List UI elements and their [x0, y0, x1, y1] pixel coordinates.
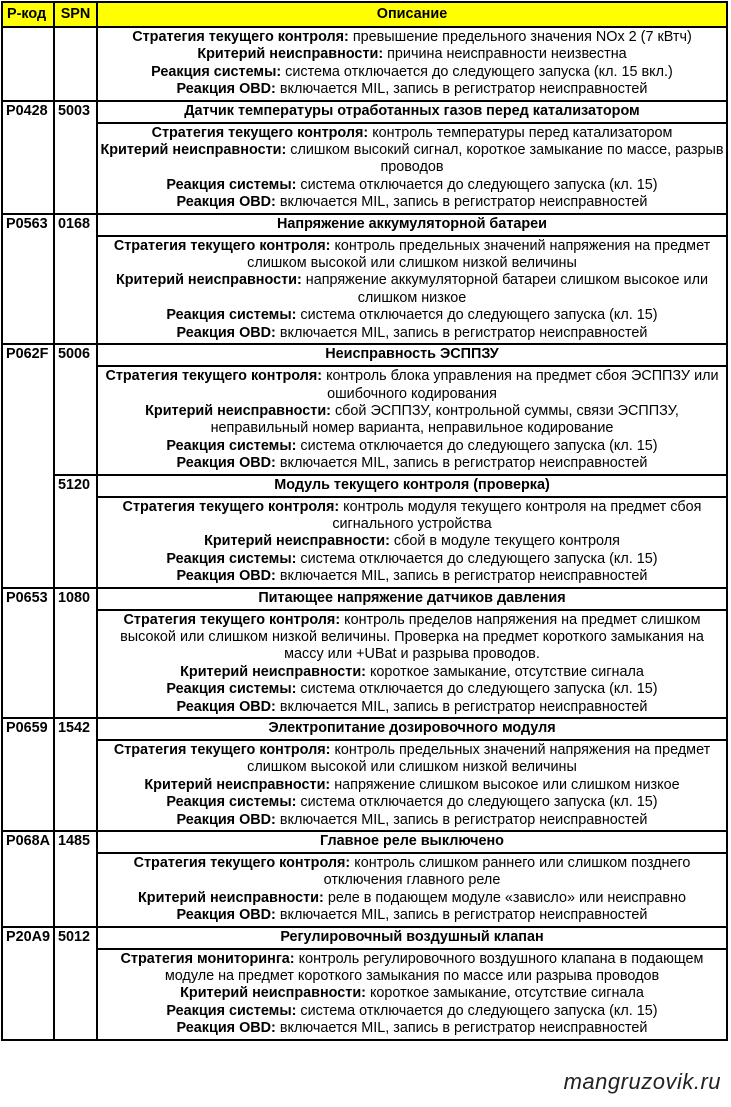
desc-value-obd: включается MIL, запись в регистратор неисправностей [279, 455, 648, 472]
desc-line-criterion [99, 142, 725, 177]
desc-label-obd: Реакция OBD: [176, 568, 276, 585]
desc-line-strategy [99, 125, 725, 142]
desc-label-strategy: Стратегия текущего контроля: [123, 611, 341, 628]
table-row [2, 366, 727, 474]
desc-value-reaction: система отключается до следующего запуска (кл. 15) [300, 307, 658, 324]
desc-line-strategy [99, 499, 725, 534]
desc-line-strategy [99, 742, 725, 777]
fault-code-table [1, 1, 728, 1041]
table-row [2, 853, 727, 927]
description-cell [97, 949, 727, 1040]
desc-label-criterion: Критерий неисправности: [197, 46, 384, 63]
desc-line-strategy_mon [99, 951, 725, 986]
desc-value-reaction: система отключается до следующего запуска (кл. 15) [300, 550, 658, 567]
desc-value-strategy_mon: контроль регулировочного воздушного клапана в подающем модуле на предмет короткого замыкания по массе или разрыва проводов [164, 950, 704, 985]
desc-label-reaction: Реакция системы: [151, 63, 282, 80]
desc-value-criterion: короткое замыкание, отсутствие сигнала [369, 663, 644, 680]
section-title: Датчик температуры отработанных газов перед катализатором [97, 101, 727, 123]
table-row [2, 588, 727, 610]
desc-label-reaction: Реакция системы: [166, 307, 297, 324]
description-cell [97, 27, 727, 101]
desc-line-strategy [99, 612, 725, 664]
desc-line-obd [99, 455, 725, 472]
p-code-cell [2, 27, 54, 101]
desc-label-strategy: Стратегия текущего контроля: [122, 498, 340, 515]
desc-line-reaction [99, 64, 725, 81]
desc-label-criterion: Критерий неисправности: [115, 272, 302, 289]
desc-label-criterion: Критерий неисправности: [138, 889, 324, 906]
desc-value-obd: включается MIL, запись в регистратор неисправностей [279, 698, 648, 715]
desc-label-reaction: Реакция системы: [166, 1002, 297, 1019]
desc-value-reaction: система отключается до следующего запуска (кл. 15) [300, 176, 658, 193]
desc-line-obd [99, 907, 725, 924]
description-cell [97, 610, 727, 718]
desc-value-strategy: контроль предельных значений напряжения на предмет слишком высокой или слишком низкой величины [247, 237, 711, 272]
desc-label-reaction: Реакция системы: [166, 681, 297, 698]
desc-line-strategy [99, 855, 725, 890]
description-cell [97, 853, 727, 927]
desc-value-criterion: слишком высокий сигнал, короткое замыкание по массе, разрыв проводов [290, 142, 724, 176]
p-code-cell: P20A9 [2, 927, 54, 1040]
desc-label-criterion: Критерий неисправности: [145, 402, 331, 419]
table-row [2, 927, 727, 949]
description-cell [97, 497, 727, 588]
desc-line-criterion [99, 985, 725, 1002]
desc-line-criterion [99, 46, 725, 63]
desc-value-reaction: система отключается до следующего запуска (кл. 15 вкл.) [285, 63, 673, 80]
table-row [2, 497, 727, 588]
table-row [2, 831, 727, 853]
desc-label-strategy: Стратегия текущего контроля: [105, 368, 323, 385]
desc-label-obd: Реакция OBD: [176, 811, 276, 828]
desc-value-criterion: причина неисправности неизвестна [387, 46, 627, 63]
spn-cell: 5012 [54, 927, 97, 1040]
desc-label-reaction: Реакция системы: [166, 550, 297, 567]
desc-line-obd [99, 194, 725, 211]
desc-value-strategy: контроль слишком раннего или слишком позднего отключения главного реле [323, 855, 691, 889]
desc-value-strategy: контроль блока управления на предмет сбоя ЭСППЗУ или ошибочного кодирования [326, 368, 719, 402]
table-row [2, 475, 727, 497]
desc-line-obd [99, 699, 725, 716]
desc-value-strategy: превышение предельного значения NOx 2 (7 кВтч) [352, 29, 692, 45]
table-row [2, 27, 727, 101]
desc-value-reaction: система отключается до следующего запуска (кл. 15) [300, 681, 658, 698]
desc-line-reaction [99, 438, 725, 455]
desc-value-criterion: реле в подающем модуле «зависло» или неисправно [327, 889, 686, 906]
table-row [2, 949, 727, 1040]
desc-label-reaction: Реакция системы: [166, 794, 297, 811]
spn-cell: 0168 [54, 214, 97, 344]
section-title: Питающее напряжение датчиков давления [97, 588, 727, 610]
header-spn: SPN [54, 2, 97, 27]
desc-line-criterion [99, 272, 725, 307]
p-code-cell: P062F [2, 344, 54, 474]
spn-cell: 5006 [54, 344, 97, 474]
desc-value-criterion: напряжение слишком высокое или слишком низкое [334, 776, 680, 793]
p-code-cell: P068A [2, 831, 54, 927]
desc-value-strategy: контроль модуля текущего контроля на предмет сбоя сигнального устройства [332, 498, 702, 532]
desc-line-obd [99, 81, 725, 98]
desc-label-obd: Реакция OBD: [176, 194, 276, 211]
desc-value-obd: включается MIL, запись в регистратор неисправностей [279, 324, 648, 341]
spn-cell [54, 27, 97, 101]
desc-label-strategy: Стратегия текущего контроля: [113, 742, 331, 758]
desc-line-reaction [99, 1003, 725, 1020]
desc-label-criterion: Критерий неисправности: [204, 533, 390, 550]
desc-label-strategy: Стратегия текущего контроля: [113, 237, 331, 254]
p-code-cell: P0653 [2, 588, 54, 718]
section-title: Главное реле выключено [97, 831, 727, 853]
desc-value-criterion: напряжение аккумуляторной батареи слишком высокое или слишком низкое [305, 272, 709, 306]
desc-label-strategy: Стратегия текущего контроля: [151, 124, 369, 141]
desc-line-reaction [99, 307, 725, 324]
desc-label-obd: Реакция OBD: [176, 324, 276, 341]
desc-line-reaction [99, 681, 725, 698]
desc-value-criterion: сбой ЭСППЗУ, контрольной суммы, связи ЭСППЗУ, неправильный номер варианта, неправильное кодирование [210, 402, 679, 437]
table-row [2, 101, 727, 123]
desc-value-obd: включается MIL, запись в регистратор неисправностей [279, 194, 648, 211]
desc-line-obd [99, 812, 725, 829]
desc-line-criterion [99, 890, 725, 907]
desc-label-obd: Реакция OBD: [176, 907, 276, 924]
spn-cell: 5120 [54, 475, 97, 588]
table-row [2, 214, 727, 236]
spn-cell: 1080 [54, 588, 97, 718]
header-description: Описание [97, 2, 727, 27]
desc-value-obd: включается MIL, запись в регистратор неисправностей [279, 907, 648, 924]
desc-line-criterion [99, 533, 725, 550]
desc-line-strategy [99, 368, 725, 403]
desc-label-reaction: Реакция системы: [166, 176, 297, 193]
spn-cell: 1485 [54, 831, 97, 927]
desc-value-obd: включается MIL, запись в регистратор неисправностей [279, 81, 648, 98]
section-title: Неисправность ЭСППЗУ [97, 344, 727, 366]
desc-value-reaction: система отключается до следующего запуска (кл. 15) [300, 794, 658, 811]
desc-label-obd: Реакция OBD: [176, 455, 276, 472]
desc-line-criterion [99, 777, 725, 794]
section-title: Регулировочный воздушный клапан [97, 927, 727, 949]
desc-label-obd: Реакция OBD: [176, 698, 276, 715]
description-cell [97, 366, 727, 474]
watermark: mangruzovik.ru [563, 1069, 721, 1094]
spn-cell: 5003 [54, 101, 97, 214]
p-code-cell: P0563 [2, 214, 54, 344]
desc-value-reaction: система отключается до следующего запуска (кл. 15) [300, 1002, 658, 1019]
table-row [2, 740, 727, 831]
description-cell [97, 123, 727, 214]
p-code-cell: P0428 [2, 101, 54, 214]
desc-line-strategy [99, 238, 725, 273]
desc-value-criterion: короткое замыкание, отсутствие сигнала [369, 985, 644, 1002]
desc-label-strategy_mon: Стратегия мониторинга: [120, 950, 295, 967]
table-header [2, 2, 727, 27]
desc-label-reaction: Реакция системы: [166, 437, 297, 454]
desc-label-criterion: Критерий неисправности: [144, 776, 331, 793]
desc-value-obd: включается MIL, запись в регистратор неисправностей [279, 1020, 648, 1037]
desc-line-strategy [99, 29, 725, 46]
desc-line-reaction [99, 794, 725, 811]
desc-line-criterion [99, 403, 725, 438]
desc-label-criterion: Критерий неисправности: [100, 142, 287, 159]
desc-value-strategy: контроль предельных значений напряжения на предмет слишком высокой или слишком низкой величины [247, 742, 711, 776]
table-row [2, 123, 727, 214]
desc-line-obd [99, 325, 725, 342]
desc-value-obd: включается MIL, запись в регистратор неисправностей [279, 568, 648, 585]
desc-label-criterion: Критерий неисправности: [180, 985, 366, 1002]
desc-line-criterion [99, 664, 725, 681]
p-code-cell: P0659 [2, 718, 54, 831]
desc-label-obd: Реакция OBD: [176, 1020, 276, 1037]
header-pcode: Р-код [2, 2, 54, 27]
desc-value-reaction: система отключается до следующего запуска (кл. 15) [300, 437, 658, 454]
desc-value-strategy: контроль пределов напряжения на предмет слишком высокой или слишком низкой величины. Проверка на предмет короткого замыкания на массу или +UBat и разрыва проводов. [120, 611, 704, 663]
table-row [2, 344, 727, 366]
section-title: Электропитание дозировочного модуля [97, 718, 727, 740]
desc-label-criterion: Критерий неисправности: [180, 663, 366, 680]
spn-cell: 1542 [54, 718, 97, 831]
section-title: Напряжение аккумуляторной батареи [97, 214, 727, 236]
desc-value-criterion: сбой в модуле текущего контроля [393, 533, 620, 550]
description-cell [97, 236, 727, 344]
table-row [2, 718, 727, 740]
desc-label-strategy: Стратегия текущего контроля: [133, 855, 351, 872]
description-cell [97, 740, 727, 831]
desc-value-obd: включается MIL, запись в регистратор неисправностей [279, 811, 648, 828]
desc-line-obd [99, 1020, 725, 1037]
desc-line-reaction [99, 177, 725, 194]
desc-label-strategy: Стратегия текущего контроля: [132, 29, 349, 45]
desc-value-strategy: контроль температуры перед катализатором [372, 124, 673, 141]
table-row [2, 610, 727, 718]
p-code-cell [2, 475, 54, 588]
desc-line-obd [99, 568, 725, 585]
desc-label-obd: Реакция OBD: [176, 81, 276, 98]
table-row [2, 236, 727, 344]
desc-line-reaction [99, 551, 725, 568]
section-title: Модуль текущего контроля (проверка) [97, 475, 727, 497]
